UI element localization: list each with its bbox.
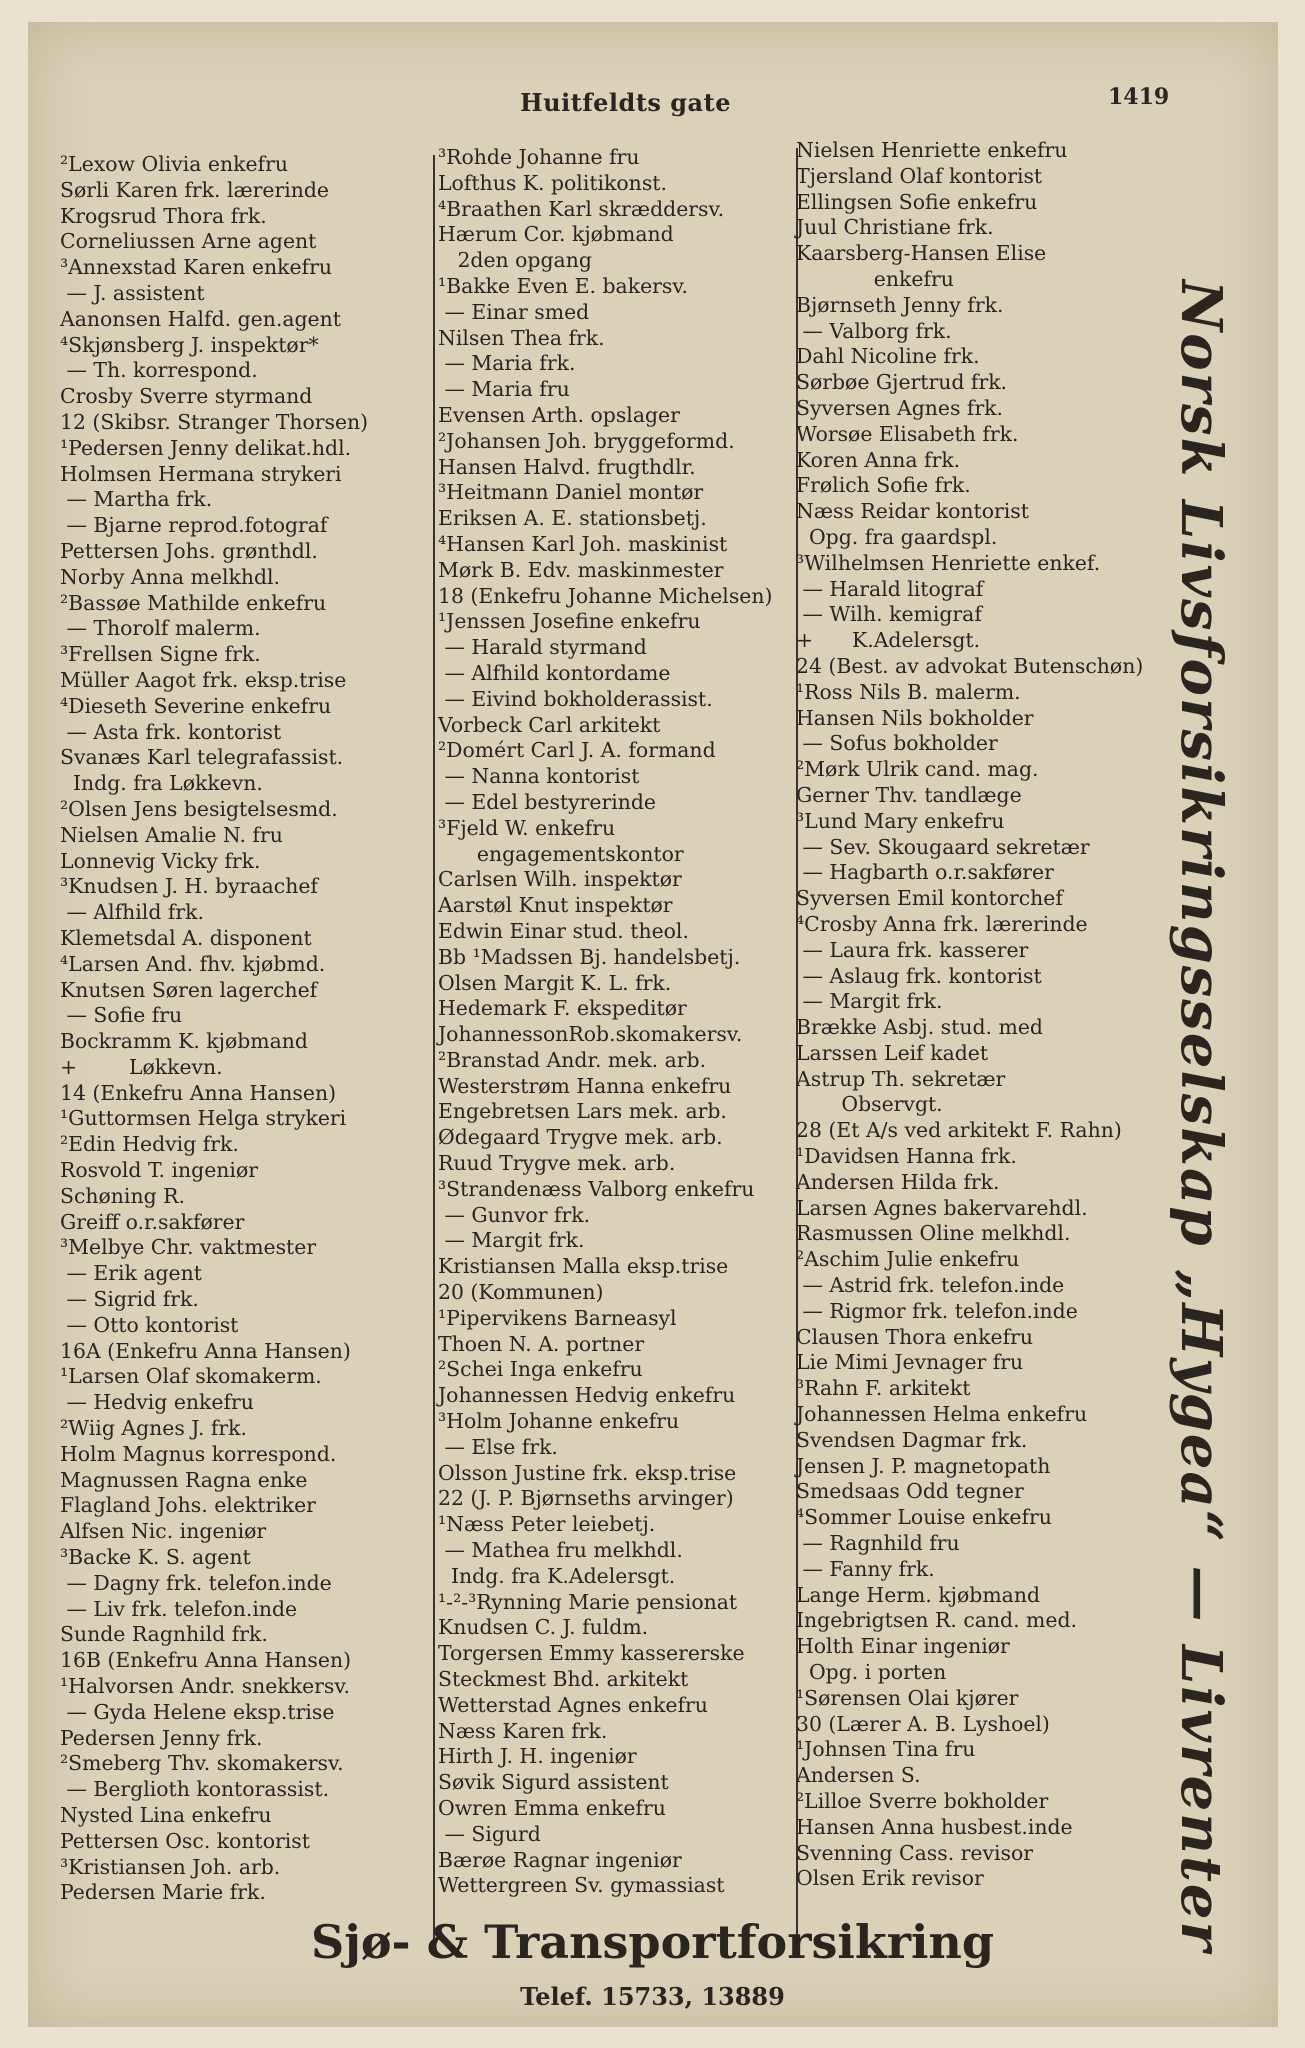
- directory-entry: 18 (Enkefru Johanne Michelsen): [438, 583, 773, 608]
- directory-entry: Aanonsen Halfd. gen.agent: [60, 306, 341, 331]
- directory-entry: ¹Johnsen Tina fru: [796, 1737, 976, 1762]
- directory-entry: ¹Guttormsen Helga strykeri: [60, 1106, 347, 1131]
- directory-entry: Ellingsen Sofie enkefru: [796, 189, 1038, 214]
- directory-entry: ¹Bakke Even E. bakersv.: [438, 273, 688, 298]
- directory-entry: Steckmest Bhd. arkitekt: [438, 1667, 689, 1692]
- directory-entry: Pedersen Jenny frk.: [60, 1725, 263, 1750]
- directory-entry: ¹Davidsen Hanna frk.: [796, 1144, 1017, 1169]
- directory-entry: ⁴Crosby Anna frk. lærerinde: [796, 911, 1088, 936]
- footer-advertisement-title: Sjø- & Transportforsikring: [310, 1915, 995, 1969]
- directory-entry: Tjersland Olaf kontorist: [796, 163, 1043, 188]
- directory-entry: Ruud Trygve mek. arb.: [438, 1151, 676, 1176]
- directory-entry: Hærum Cor. kjøbmand: [438, 222, 674, 247]
- directory-entry: Krogsrud Thora frk.: [60, 203, 267, 228]
- directory-entry: Ødegaard Trygve mek. arb.: [438, 1125, 723, 1150]
- directory-entry: Aarstøl Knut inspektør: [438, 893, 673, 918]
- directory-entry: — Sigurd: [438, 1821, 541, 1846]
- directory-entry: ³Strandenæss Valborg enkefru: [438, 1176, 755, 1201]
- directory-entry: ⁴Braathen Karl skræddersv.: [438, 196, 725, 221]
- directory-entry: Knudsen C. J. fuldm.: [438, 1615, 649, 1640]
- directory-entry: Kristiansen Malla eksp.trise: [438, 1254, 729, 1279]
- directory-entry: Larssen Leif kadet: [796, 1040, 989, 1065]
- directory-entry: — Harald styrmand: [438, 635, 647, 660]
- directory-entry: Knutsen Søren lagerchef: [60, 977, 318, 1002]
- directory-entry: — Th. korrespond.: [60, 358, 258, 383]
- directory-entry: ²Domért Carl J. A. formand: [438, 738, 716, 763]
- footer-phone: Telef. 15733, 13889: [520, 1982, 785, 2011]
- directory-entry: ³Backe K. S. agent: [60, 1545, 251, 1570]
- directory-entry: — Nanna kontorist: [438, 764, 640, 789]
- directory-entry: Flagland Johs. elektriker: [60, 1493, 316, 1518]
- directory-entry: ³Heitmann Daniel montør: [438, 480, 704, 505]
- directory-entry: — Valborg frk.: [796, 318, 952, 343]
- directory-entry: Næss Reidar kontorist: [796, 499, 1029, 524]
- directory-entry: — Harald litograf: [796, 576, 984, 601]
- directory-entry: enkefru: [796, 266, 954, 291]
- directory-entry: + Løkkevn.: [60, 1054, 223, 1079]
- directory-entry: ³Knudsen J. H. byraachef: [60, 874, 318, 899]
- directory-entry: Owren Emma enkefru: [438, 1796, 666, 1820]
- directory-entry: engagementskontor: [438, 841, 684, 866]
- directory-entry: — Laura frk. kasserer: [796, 937, 1029, 962]
- directory-entry: — Martha frk.: [60, 487, 213, 512]
- directory-entry: — J. assistent: [60, 280, 205, 305]
- directory-entry: ¹Pipervikens Barneasyl: [438, 1305, 677, 1330]
- directory-entry: ³Annexstad Karen enkefru: [60, 255, 332, 280]
- directory-entry: — Eivind bokholderassist.: [438, 686, 713, 711]
- directory-entry: — Alfhild frk.: [60, 900, 204, 925]
- directory-entry: 24 (Best. av advokat Butenschøn): [796, 653, 1144, 678]
- directory-column-1: [60, 152, 436, 1906]
- directory-entry: Klemetsdal A. disponent: [60, 925, 312, 950]
- directory-entry: Lonnevig Vicky frk.: [60, 848, 261, 873]
- directory-entry: ⁴Sommer Louise enkefru: [796, 1505, 1052, 1530]
- directory-entry: Hansen Anna husbest.inde: [796, 1814, 1073, 1839]
- directory-entry: Vorbeck Carl arkitekt: [438, 712, 661, 737]
- directory-entry: Evensen Arth. opslager: [438, 402, 680, 427]
- directory-entry: Carlsen Wilh. inspektør: [438, 867, 682, 892]
- directory-entry: — Aslaug frk. kontorist: [796, 963, 1042, 988]
- directory-column-3: [796, 138, 1168, 1892]
- directory-entry: Søvik Sigurd assistent: [438, 1770, 669, 1795]
- directory-entry: Engebretsen Lars mek. arb.: [438, 1099, 727, 1124]
- directory-entry: Nielsen Henriette enkefru: [796, 138, 1068, 162]
- directory-entry: Bb ¹Madssen Bj. handelsbetj.: [438, 944, 741, 969]
- directory-entry: 28 (Et A/s ved arkitekt F. Rahn): [796, 1118, 1122, 1143]
- directory-entry: 20 (Kommunen): [438, 1280, 604, 1305]
- directory-entry: Johannessen Helma enkefru: [796, 1402, 1088, 1427]
- directory-entry: Indg. fra Løkkevn.: [60, 771, 263, 796]
- directory-entry: ²Aschim Julie enkefru: [796, 1247, 1020, 1272]
- directory-entry: ²Johansen Joh. bryggeformd.: [438, 428, 735, 453]
- directory-entry: Astrup Th. sekretær: [796, 1066, 1006, 1091]
- directory-entry: Bjørnseth Jenny frk.: [796, 292, 1004, 317]
- directory-entry: Indg. fra K.Adelersgt.: [438, 1563, 676, 1588]
- directory-entry: — Gunvor frk.: [438, 1202, 591, 1227]
- directory-entry: — Sofie fru: [60, 1003, 183, 1028]
- directory-entry: Bockramm K. kjøbmand: [60, 1029, 308, 1054]
- directory-entry: + K.Adelersgt.: [796, 628, 981, 653]
- directory-entry: Crosby Sverre styrmand: [60, 384, 313, 409]
- directory-entry: Rosvold T. ingeniør: [60, 1158, 258, 1183]
- directory-entry: ¹Ross Nils B. malerm.: [796, 679, 1021, 704]
- directory-entry: Pettersen Osc. kontorist: [60, 1828, 310, 1853]
- directory-entry: Lie Mimi Jevnager fru: [796, 1350, 1024, 1375]
- directory-entry: — Fanny frk.: [796, 1556, 935, 1581]
- directory-entry: Svenning Cass. revisor: [796, 1840, 1034, 1865]
- directory-entry: Magnussen Ragna enke: [60, 1467, 308, 1492]
- directory-entry: Sunde Ragnhild frk.: [60, 1622, 268, 1647]
- directory-entry: ²Mørk Ulrik cand. mag.: [796, 757, 1039, 782]
- directory-entry: Wetterstad Agnes enkefru: [438, 1692, 708, 1717]
- directory-entry: Edwin Einar stud. theol.: [438, 918, 689, 943]
- directory-entry: — Otto kontorist: [60, 1312, 239, 1337]
- directory-entry: Nysted Lina enkefru: [60, 1803, 272, 1827]
- directory-entry: Worsøe Elisabeth frk.: [796, 421, 1019, 446]
- directory-entry: ³Kristiansen Joh. arb.: [60, 1854, 281, 1879]
- directory-entry: Koren Anna frk.: [796, 447, 961, 472]
- directory-entry: Rasmussen Oline melkhdl.: [796, 1221, 1071, 1246]
- directory-entry: Gerner Thv. tandlæge: [796, 782, 1022, 807]
- directory-entry: — Dagny frk. telefon.inde: [60, 1570, 332, 1595]
- directory-entry: — Maria frk.: [438, 351, 576, 376]
- page-title: Huitfeldts gate: [520, 88, 731, 117]
- directory-entry: Sørbøe Gjertrud frk.: [796, 370, 1008, 395]
- directory-entry: ⁴Larsen And. fhv. kjøbmd.: [60, 951, 326, 976]
- directory-entry: — Sev. Skougaard sekretær: [796, 834, 1090, 859]
- directory-entry: Næss Karen frk.: [438, 1718, 608, 1743]
- directory-entry: Hansen Halvd. frugthdlr.: [438, 454, 696, 479]
- directory-entry: ²Schei Inga enkefru: [438, 1357, 643, 1382]
- side-advertisement-text: Norsk Livsforsikringsselskap „Hygea“ — Livrenter: [1168, 280, 1234, 1953]
- directory-entry: Olsson Justine frk. eksp.trise: [438, 1460, 737, 1485]
- directory-entry: ⁴Dieseth Severine enkefru: [60, 693, 332, 718]
- directory-entry: 14 (Enkefru Anna Hansen): [60, 1080, 337, 1105]
- directory-entry: Corneliussen Arne agent: [60, 229, 317, 254]
- directory-entry: Juul Christiane frk.: [796, 215, 994, 240]
- directory-entry: Nilsen Thea frk.: [438, 325, 605, 350]
- directory-entry: Svendsen Dagmar frk.: [796, 1427, 1028, 1452]
- directory-entry: Ingebrigtsen R. cand. med.: [796, 1608, 1077, 1633]
- directory-entry: ¹Sørensen Olai kjører: [796, 1685, 1019, 1710]
- directory-entry: Thoen N. A. portner: [438, 1331, 645, 1356]
- directory-entry: — Asta frk. kontorist: [60, 719, 282, 744]
- directory-entry: Lofthus K. politikonst.: [438, 170, 667, 195]
- directory-entry: Hansen Nils bokholder: [796, 705, 1034, 730]
- directory-entry: Müller Aagot frk. eksp.trise: [60, 667, 347, 692]
- directory-entry: ²Lexow Olivia enkefru: [60, 152, 288, 176]
- directory-entry: — Maria fru: [438, 377, 570, 402]
- directory-entry: — Gyda Helene eksp.trise: [60, 1699, 335, 1724]
- directory-entry: ²Bassøe Mathilde enkefru: [60, 590, 327, 615]
- directory-entry: Syversen Emil kontorchef: [796, 886, 1063, 911]
- directory-entry: ⁴Skjønsberg J. inspektør*: [60, 332, 319, 357]
- directory-entry: Hirth J. H. ingeniør: [438, 1744, 637, 1769]
- directory-entry: ¹Næss Peter leiebetj.: [438, 1512, 656, 1537]
- directory-entry: — Sofus bokholder: [796, 731, 998, 756]
- directory-entry: 22 (J. P. Bjørnseths arvinger): [438, 1486, 734, 1511]
- directory-entry: Greiff o.r.sakfører: [60, 1209, 245, 1234]
- directory-entry: Pedersen Marie frk.: [60, 1880, 266, 1905]
- directory-entry: Kaarsberg-Hansen Elise: [796, 241, 1047, 266]
- directory-entry: 12 (Skibsr. Stranger Thorsen): [60, 409, 369, 434]
- directory-entry: 30 (Lærer A. B. Lyshoel): [796, 1711, 1050, 1736]
- directory-entry: ¹Larsen Olaf skomakerm.: [60, 1364, 322, 1389]
- directory-entry: Andersen Hilda frk.: [796, 1169, 1000, 1194]
- directory-entry: ²Smeberg Thv. skomakersv.: [60, 1751, 344, 1776]
- directory-entry: Sørli Karen frk. lærerinde: [60, 177, 329, 202]
- directory-entry: Observgt.: [796, 1092, 943, 1117]
- directory-entry: Olsen Erik revisor: [796, 1866, 984, 1891]
- directory-entry: JohannessonRob.skomakersv.: [438, 1022, 743, 1047]
- directory-entry: — Sigrid frk.: [60, 1287, 199, 1312]
- directory-entry: — Erik agent: [60, 1261, 202, 1286]
- directory-entry: Opg. fra gaardspl.: [796, 524, 998, 549]
- directory-entry: Johannessen Hedvig enkefru: [438, 1383, 736, 1408]
- directory-entry: 16A (Enkefru Anna Hansen): [60, 1338, 351, 1363]
- directory-entry: ³Lund Mary enkefru: [796, 808, 1005, 833]
- directory-entry: — Margit frk.: [438, 1228, 585, 1253]
- directory-entry: Nielsen Amalie N. fru: [60, 822, 283, 847]
- directory-entry: Eriksen A. E. stationsbetj.: [438, 506, 707, 531]
- directory-entry: Brække Asbj. stud. med: [796, 1015, 1043, 1040]
- directory-entry: Olsen Margit K. L. frk.: [438, 970, 672, 995]
- directory-entry: 16B (Enkefru Anna Hansen): [60, 1648, 352, 1673]
- directory-entry: — Ragnhild fru: [796, 1531, 960, 1556]
- directory-entry: ¹-²-³Rynning Marie pensionat: [438, 1589, 738, 1614]
- directory-entry: Holm Magnus korrespond.: [60, 1441, 337, 1466]
- directory-entry: Mørk B. Edv. maskinmester: [438, 557, 724, 582]
- directory-entry: — Else frk.: [438, 1434, 558, 1459]
- directory-entry: Norby Anna melkhdl.: [60, 564, 281, 589]
- directory-entry: 2den opgang: [438, 248, 592, 273]
- directory-entry: ¹Jenssen Josefine enkefru: [438, 609, 701, 634]
- directory-entry: Larsen Agnes bakervarehdl.: [796, 1195, 1088, 1220]
- directory-entry: Holth Einar ingeniør: [796, 1634, 1010, 1659]
- page-number: 1419: [1108, 84, 1170, 110]
- directory-entry: ¹Pedersen Jenny delikat.hdl.: [60, 435, 352, 460]
- directory-entry: ³Rohde Johanne fru: [438, 145, 640, 169]
- directory-entry: — Alfhild kontordame: [438, 660, 671, 685]
- directory-entry: ²Olsen Jens besigtelsesmd.: [60, 796, 338, 821]
- directory-entry: Jensen J. P. magnetopath: [796, 1453, 1051, 1478]
- directory-entry: Svanæs Karl telegrafassist.: [60, 745, 344, 770]
- directory-entry: ³Rahn F. arkitekt: [796, 1376, 971, 1401]
- directory-entry: — Thorolf malerm.: [60, 616, 261, 641]
- directory-entry: ³Wilhelmsen Henriette enkef.: [796, 550, 1101, 575]
- directory-entry: ³Holm Johanne enkefru: [438, 1409, 680, 1434]
- directory-entry: — Wilh. kemigraf: [796, 602, 982, 627]
- directory-entry: ²Branstad Andr. mek. arb.: [438, 1047, 707, 1072]
- directory-entry: Clausen Thora enkefru: [796, 1324, 1034, 1349]
- directory-entry: Westerstrøm Hanna enkefru: [438, 1073, 732, 1098]
- directory-entry: Bærøe Ragnar ingeniør: [438, 1847, 682, 1872]
- side-advertisement: [1168, 280, 1250, 1953]
- directory-entry: — Rigmor frk. telefon.inde: [796, 1298, 1078, 1323]
- directory-entry: Schøning R.: [60, 1183, 185, 1208]
- directory-entry: Holmsen Hermana strykeri: [60, 461, 342, 486]
- directory-entry: ³Melbye Chr. vaktmester: [60, 1235, 317, 1260]
- directory-column-2: [438, 145, 802, 1899]
- directory-entry: ¹Halvorsen Andr. snekkersv.: [60, 1674, 350, 1699]
- directory-entry: Andersen S.: [796, 1763, 921, 1788]
- directory-entry: — Mathea fru melkhdl.: [438, 1538, 683, 1563]
- directory-entry: ⁴Hansen Karl Joh. maskinist: [438, 531, 728, 556]
- directory-entry: — Margit frk.: [796, 989, 943, 1014]
- directory-entry: Hedemark F. ekspeditør: [438, 996, 687, 1021]
- directory-entry: Pettersen Johs. grønthdl.: [60, 538, 318, 563]
- directory-entry: — Hagbarth o.r.sakfører: [796, 860, 1054, 885]
- directory-entry: ²Wiig Agnes J. frk.: [60, 1416, 247, 1441]
- directory-entry: Lange Herm. kjøbmand: [796, 1582, 1041, 1607]
- directory-entry: Alfsen Nic. ingeniør: [60, 1519, 267, 1544]
- directory-entry: ²Edin Hedvig frk.: [60, 1132, 239, 1157]
- directory-entry: — Bjarne reprod.fotograf: [60, 513, 328, 538]
- directory-entry: ²Lilloe Sverre bokholder: [796, 1789, 1049, 1813]
- directory-entry: — Einar smed: [438, 299, 590, 324]
- directory-entry: Dahl Nicoline frk.: [796, 344, 980, 369]
- directory-entry: — Hedvig enkefru: [60, 1390, 254, 1415]
- directory-entry: ³Fjeld W. enkefru: [438, 815, 616, 840]
- directory-entry: — Berglioth kontorassist.: [60, 1777, 330, 1802]
- directory-entry: Wettergreen Sv. gymassiast: [438, 1873, 725, 1898]
- directory-entry: — Edel bestyrerinde: [438, 789, 656, 814]
- directory-entry: Smedsaas Odd tegner: [796, 1479, 1024, 1504]
- directory-entry: Torgersen Emmy kassererske: [438, 1641, 745, 1666]
- directory-entry: ³Frellsen Signe frk.: [60, 642, 261, 667]
- directory-entry: Syversen Agnes frk.: [796, 395, 1004, 420]
- directory-entry: Frølich Sofie frk.: [796, 473, 971, 498]
- directory-entry: Opg. i porten: [796, 1660, 947, 1685]
- directory-entry: — Liv frk. telefon.inde: [60, 1596, 298, 1621]
- directory-entry: — Astrid frk. telefon.inde: [796, 1273, 1065, 1298]
